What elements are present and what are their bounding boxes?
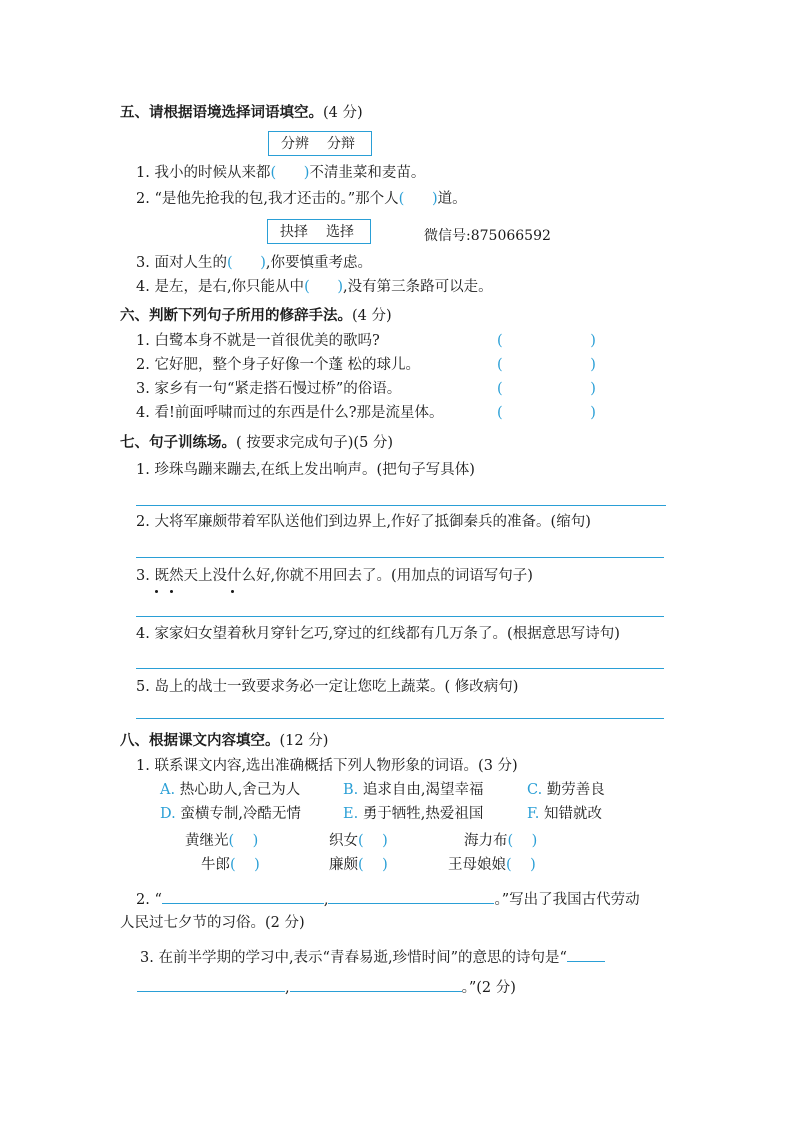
answer-paren[interactable]: ( ): [270, 165, 310, 181]
answer-line[interactable]: [328, 887, 494, 904]
answer-paren[interactable]: ( ): [226, 255, 266, 271]
s5-question-3: 3. 面对人生的( ),你要慎重考虑。: [136, 255, 373, 271]
s7-item-4: 4. 家家妇女望着秋月穿针乞巧,穿过的红线都有几万条了。(根据意思写诗句): [136, 626, 620, 642]
answer-paren[interactable]: ( ): [304, 279, 344, 295]
answer-line[interactable]: [162, 887, 324, 904]
s7-item-5: 5. 岛上的战士一致要求务必一定让您吃上蔬菜。( 修改病句): [136, 679, 519, 695]
s8-question-3-line2: , 。”(2 分): [137, 975, 516, 998]
answer-paren[interactable]: ( ): [497, 357, 596, 373]
s5-question-2: 2. “是他先抢我的包,我才还击的。”那个人( )道。: [136, 191, 467, 207]
section-6-title: 六、判断下列句子所用的修辞手法。(4 分): [120, 307, 392, 324]
s6-item-4: 4. 看!前面呼啸而过的东西是什么?那是流星体。: [136, 405, 444, 421]
answer-paren[interactable]: ( ): [507, 833, 538, 849]
emphasis-dot: [170, 590, 173, 593]
s5-question-1: 1. 我小的时候从来都( )不清韭菜和麦苗。: [136, 165, 426, 181]
word-box-1: 分辨 分辩: [268, 131, 372, 156]
answer-line[interactable]: [136, 557, 664, 558]
s8-question-3: 3. 在前半学期的学习中,表示“青春易逝,珍惜时间”的意思的诗句是“: [140, 945, 605, 968]
person-wangmuniangniang: 王母娘娘( ): [448, 857, 536, 873]
s8-question-2: 2. “ , 。”写出了我国古代劳动: [136, 887, 640, 910]
section-7-title: 七、句子训练场。( 按要求完成句子)(5 分): [120, 434, 394, 451]
person-hailibu: 海力布( ): [464, 833, 538, 849]
answer-paren[interactable]: ( ): [230, 857, 260, 873]
s7-item-2: 2. 大将军廉颇带着军队送他们到边界上,作好了抵御秦兵的准备。(缩句): [136, 514, 591, 530]
s5-question-4: 4. 是左，是右,你只能从中( ),没有第三条路可以走。: [136, 279, 493, 295]
s8-question-2-line2: 人民过七夕节的习俗。(2 分): [120, 915, 305, 931]
option-f: F. 知错就改: [527, 806, 603, 822]
s7-item-3: 3. 既然天上没什么好,你就不用回去了。(用加点的词语写句子): [136, 568, 533, 584]
answer-line[interactable]: [136, 718, 664, 719]
answer-line[interactable]: [136, 668, 664, 669]
s6-item-1: 1. 白鹭本身不就是一首很优美的歌吗?: [136, 333, 380, 349]
option-a: A. 热心助人,舍己为人: [160, 782, 301, 798]
person-niulang: 牛郎( ): [201, 857, 260, 873]
answer-paren[interactable]: ( ): [358, 857, 388, 873]
wechat-watermark: 微信号:875066592: [424, 228, 551, 244]
word-box-2: 抉择 选择: [267, 219, 371, 244]
section-8-title: 八、根据课文内容填空。(12 分): [120, 732, 329, 749]
option-e: E. 勇于牺牲,热爱祖国: [343, 806, 484, 822]
emphasis-dot: [155, 590, 158, 593]
answer-line[interactable]: [567, 945, 605, 962]
answer-paren[interactable]: ( ): [358, 833, 388, 849]
s6-item-3: 3. 家乡有一句“紧走搭石慢过桥”的俗语。: [136, 381, 402, 397]
answer-line[interactable]: [136, 616, 664, 617]
option-c: C. 勤劳善良: [527, 782, 605, 798]
option-d: D. 蛮横专制,冷酷无情: [160, 806, 301, 822]
answer-paren[interactable]: ( ): [497, 333, 596, 349]
answer-paren[interactable]: ( ): [228, 833, 259, 849]
s6-item-2: 2. 它好肥，整个身子好像一个蓬 松的球儿。: [136, 357, 421, 373]
section-5-title: 五、请根据语境选择词语填空。(4 分): [120, 104, 363, 121]
answer-line[interactable]: [136, 505, 666, 506]
s7-item-1: 1. 珍珠鸟蹦来蹦去,在纸上发出响声。(把句子写具体): [136, 462, 475, 478]
s8-question-1: 1. 联系课文内容,选出准确概括下列人物形象的词语。(3 分): [136, 758, 518, 774]
answer-paren[interactable]: ( ): [497, 381, 596, 397]
answer-paren[interactable]: ( ): [398, 191, 438, 207]
answer-paren[interactable]: ( ): [506, 857, 536, 873]
emphasis-dot: [231, 590, 234, 593]
person-huangjiguang: 黄继光( ): [185, 833, 259, 849]
answer-paren[interactable]: ( ): [497, 405, 596, 421]
answer-line[interactable]: [137, 975, 285, 992]
answer-line[interactable]: [290, 975, 462, 992]
option-b: B. 追求自由,渴望幸福: [343, 782, 484, 798]
person-lianpo: 廉颇( ): [329, 857, 388, 873]
person-zhinu: 织女( ): [329, 833, 388, 849]
